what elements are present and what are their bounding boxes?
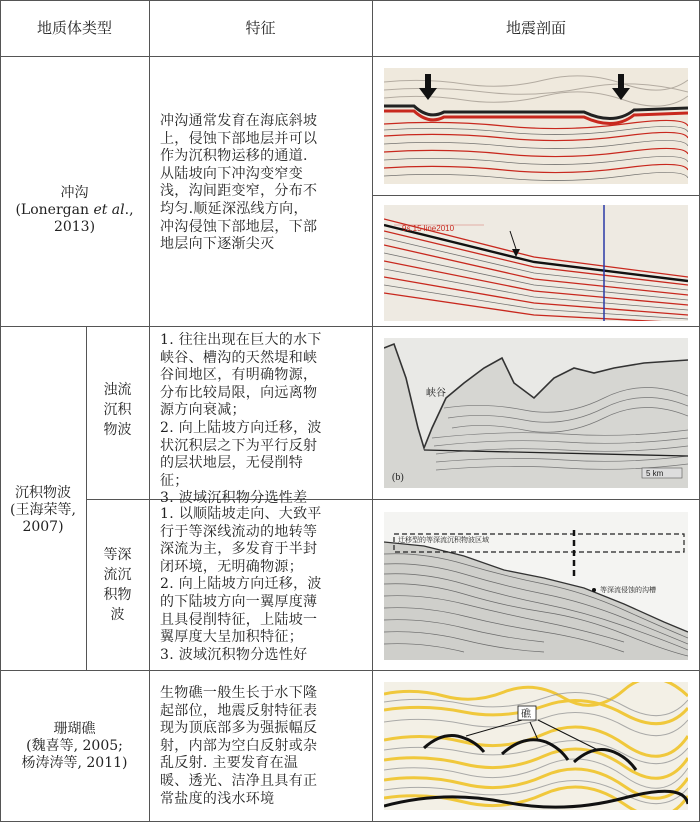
contour-seismic-label: 迁移型的等深流沉积物波区域 [398, 536, 489, 544]
turbidity-seismic-image [384, 338, 688, 488]
reef-line: 常盐度的浅水环境 [160, 790, 275, 807]
channel-profile-divider [372, 195, 700, 196]
channel-name: 冲沟 [60, 184, 89, 201]
reef-seismic-image [384, 682, 688, 810]
sediment-wave-type-cell [0, 470, 86, 550]
sediment-wave-year: 2007) [22, 518, 64, 535]
channel-line: 作为沉积物运移的通道. [160, 148, 308, 165]
channel-ref [15, 202, 133, 219]
channel-type-cell [0, 170, 149, 250]
contour-line: 翼厚度大呈加积特征； [160, 629, 303, 646]
contour-line: 闭环境，无明确物源； [160, 558, 303, 575]
turbidity-line: 谷间地区，有明确物源， [160, 367, 318, 384]
contour-line: 行于等深线流动的地转等 [160, 523, 318, 540]
turbidity-line: 峡谷、槽沟的天然堤和峡 [160, 349, 318, 366]
contour-line: 3. 波域沉积物分选性好 [160, 646, 308, 663]
channel-year: 2013) [53, 218, 96, 235]
row-divider-2 [0, 670, 700, 671]
contour-seismic-image [384, 512, 688, 660]
contour-name-line: 波 [110, 607, 125, 623]
channel-line: 冲沟侵蚀下部地层，下部 [160, 218, 318, 235]
turbidity-line: 1. 往往出现在巨大的水下 [160, 332, 322, 348]
channel-line: 浅，沟间距变窄，分布不 [160, 183, 318, 200]
turbidity-line: 2. 向上陆坡方向迁移，波 [160, 419, 322, 436]
channel-line: 均匀.顺延深泓线方向， [160, 200, 308, 217]
table-border-left [0, 0, 1, 822]
sediment-wave-name: 沉积物波 [15, 484, 71, 501]
contour-line: 2. 向上陆坡方向迁移，波 [160, 576, 322, 593]
channel-line: 冲沟通常发育在海底斜坡 [160, 113, 318, 129]
header-feature: 特征 [245, 18, 276, 37]
turbidity-panel-label: (b) [392, 472, 404, 483]
reef-line: 乱反射. 主要发育在温 [160, 755, 299, 772]
channel-ref-suffix: ., [124, 201, 134, 218]
reef-seismic-label: 礁 [521, 709, 531, 720]
reef-feature-text [160, 685, 365, 808]
turbidity-feature-text [160, 332, 365, 508]
reef-line: 现为顶底部多为强振幅反 [160, 720, 318, 737]
turbidity-scale-label: 5 km [646, 469, 664, 478]
turbidity-seismic-label: 峡谷 [426, 388, 446, 399]
reef-type-cell [0, 706, 149, 786]
turbidity-line: 的层状地层，无侵削特 [160, 455, 303, 472]
channel-line: 地层向下逐渐尖灭 [160, 236, 275, 253]
sediment-wave-ref: (王海荣等, [10, 501, 76, 518]
contour-subtype-cell [86, 530, 149, 640]
reef-line: 暖、透光、洁净且具有正 [160, 772, 318, 789]
channel-seismic-image-top [384, 68, 688, 184]
channel-ref-prefix: (Lonergan [15, 201, 94, 218]
col-divider-2 [372, 0, 373, 822]
contour-line: 1. 以顺陆坡走向、大致平 [160, 506, 322, 522]
turbidity-line: 源方向衰减； [160, 402, 246, 419]
contour-name-line: 积物 [103, 587, 132, 603]
contour-feature-text [160, 506, 365, 664]
channel-ref-italic: et al [93, 201, 125, 218]
contour-name-line: 流沉 [103, 567, 132, 583]
channel-seismic-label: 9s.15 line2010 [402, 224, 455, 233]
turbidity-line: 状沉积层之下为平行反射 [160, 437, 318, 454]
header-divider [0, 56, 700, 57]
turbidity-name-line: 物波 [103, 422, 132, 438]
reef-line: 起部位，地震反射特征表 [160, 702, 318, 719]
header-type: 地质体类型 [36, 18, 112, 37]
header-profile: 地震剖面 [505, 18, 566, 37]
turbidity-line: 分布比较局限，向远离物 [160, 384, 318, 401]
reef-line: 生物礁一般生长于水下隆 [160, 685, 318, 701]
contour-line: 深流为主，多发育于半封 [160, 541, 318, 558]
contour-name-line: 等深 [103, 547, 132, 563]
contour-groove-label: 等深流侵蚀的沟槽 [600, 586, 656, 594]
channel-line: 从陆坡向下冲沟变窄变 [160, 165, 303, 182]
channel-seismic-image-bottom [384, 205, 688, 321]
turbidity-line: 3. 波域沉积物分选性差 [160, 490, 308, 507]
row-divider-1 [0, 326, 700, 327]
turbidity-line: 征； [160, 472, 189, 489]
turbidity-name-line: 沉积 [103, 402, 132, 418]
contour-line: 且具侵削特征，上陆坡一 [160, 611, 318, 628]
reef-name: 珊瑚礁 [53, 720, 96, 737]
reef-ref-line: 杨涛涛等, 2011) [21, 754, 128, 771]
turbidity-name-line: 浊流 [103, 382, 132, 398]
turbidity-subtype-cell [86, 360, 149, 460]
channel-line: 上，侵蚀下部地层并可以 [160, 130, 318, 147]
reef-line: 射，内部为空白反射或杂 [160, 737, 318, 754]
reef-ref-line: (魏喜等, 2005; [26, 737, 123, 754]
col-divider-1 [149, 0, 150, 822]
channel-feature-text [160, 113, 365, 254]
contour-line: 的下陆坡方向一翼厚度薄 [160, 593, 318, 610]
